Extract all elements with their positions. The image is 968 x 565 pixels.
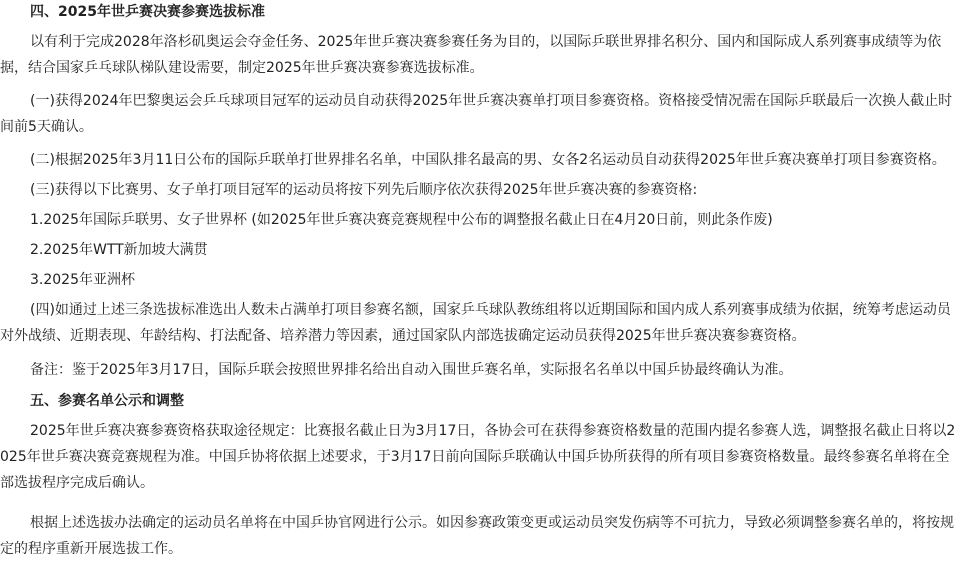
section-5-paragraph-1: 2025年世乒赛决赛参赛资格获取途径规定：比赛报名截止日为3月17日，各协会可在获得参赛资格数量的范围内提名参赛人选，调整报名截止日将以2025年世乒赛决赛竞赛规程为准。中国乒协将依据上述要求，于3月17日前向国际乒联确认中国乒协所获得的所有项目参赛资格数量。最终参赛名单将在全部选拔程序完成后确认。 [0,423,956,491]
section-5-heading: 五、参赛名单公示和调整 [30,393,184,409]
criterion-3-event-3: 3.2025年亚洲杯 [30,272,135,288]
criterion-2-paragraph: (二)根据2025年3月11日公布的国际乒联单打世界排名名单，中国队排名最高的男、女各2名运动员自动获得2025年世乒赛决赛单打项目参赛资格。 [30,152,946,168]
criterion-3-event-2: 2.2025年WTT新加坡大满贯 [30,242,208,258]
criterion-4-paragraph: (四)如通过上述三条选拔标准选出人数未占满单打项目参赛名额，国家乒乓球队教练组将以近期国际和国内成人系列赛事成绩为依据，统筹考虑运动员对外战绩、近期表现、年龄结构、打法配备、培养潜力等因素，通过国家队内部选拔确定运动员获得2025年世乒赛决赛参赛资格。 [0,302,951,344]
section-4-intro-paragraph: 以有利于完成2028年洛杉矶奥运会夺金任务、2025年世乒赛决赛参赛任务为目的，以国际乒联世界排名积分、国内和国际成人系列赛事成绩等为依据，结合国家乒乓球队梯队建设需要，制定2025年世乒赛决赛参赛选拔标准。 [0,34,942,76]
criterion-1-paragraph: (一)获得2024年巴黎奥运会乒乓球项目冠军的运动员自动获得2025年世乒赛决赛单打项目参赛资格。资格接受情况需在国际乒联最后一次换人截止时间前5天确认。 [0,93,953,135]
criterion-3-event-1: 1.2025年国际乒联男、女子世界杯 (如2025年世乒赛决赛竞赛规程中公布的调整报名截止日在4月20日前，则此条作废) [30,212,773,228]
note-paragraph: 备注：鉴于2025年3月17日，国际乒联会按照世界排名给出自动入围世乒赛名单，实际报名名单以中国乒协最终确认为准。 [30,362,793,378]
section-4-heading: 四、2025年世乒赛决赛参赛选拔标准 [30,4,265,20]
section-5-paragraph-2: 根据上述选拔办法确定的运动员名单将在中国乒协官网进行公示。如因参赛政策变更或运动员突发伤病等不可抗力，导致必须调整参赛名单的，将按规定的程序重新开展选拔工作。 [0,515,954,557]
criterion-3-paragraph: (三)获得以下比赛男、女子单打项目冠军的运动员将按下列先后顺序依次获得2025年世乒赛决赛的参赛资格: [30,182,698,198]
